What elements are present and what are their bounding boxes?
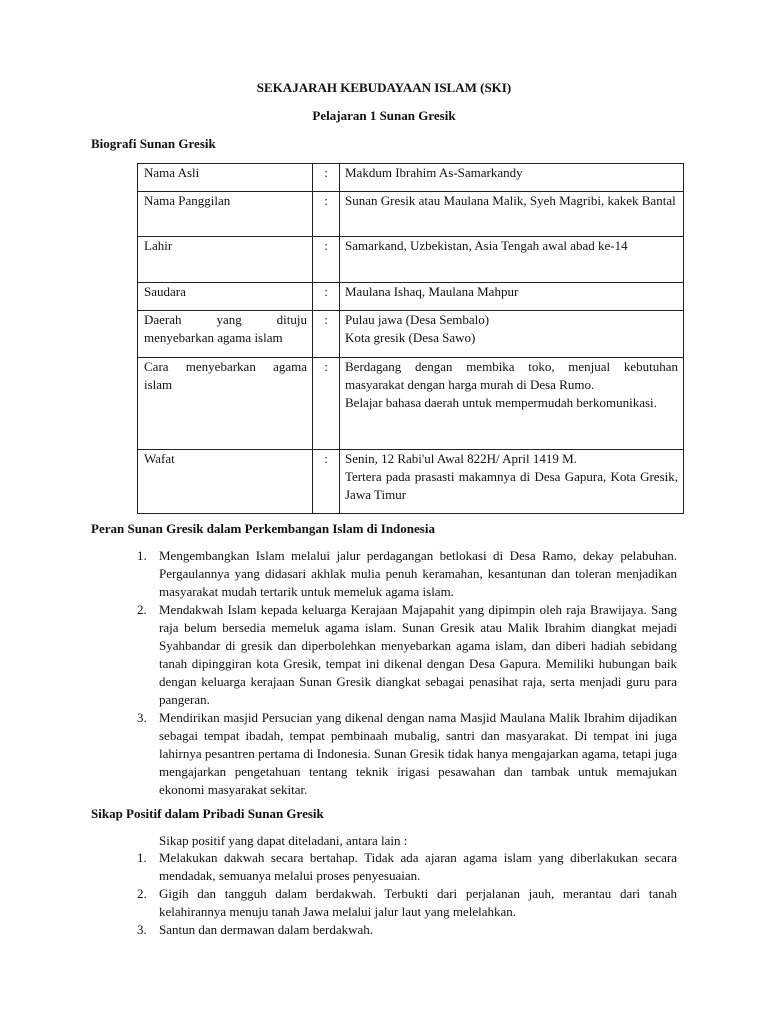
peran-list [137,547,677,799]
table-row-value [340,450,684,514]
table-row-value [340,358,684,450]
table-row [138,450,684,514]
sikap-list-item [137,921,677,939]
table-row-value [340,164,684,192]
table-row-separator: : [313,311,340,358]
table-row-value [340,237,684,283]
table-value-line: Pulau jawa (Desa Sembalo) [345,312,490,327]
table-row-label: Wafat [138,450,313,514]
lesson-subtitle: Pelajaran 1 Sunan Gresik [312,108,456,123]
list-number: 3. [137,922,147,937]
list-number: 2. [137,886,147,901]
list-text: Gigih dan tangguh dalam berdakwah. Terbukti dari perjalanan jauh, merantau dari tanah kelahirannya menuju tanah Jawa melalui jalur laut yang melelahkan. [159,886,677,919]
table-row-value [340,283,684,311]
peran-list-item [137,709,677,799]
list-text: Mengembangkan Islam melalui jalur perdagangan betlokasi di Desa Ramo, dekay pelabuhan. Pergaulannya yang didasari akhlak mulia penuh keramahan, kesantunan dan toleran menjadikan masyarakat mudah tertarik untuk memeluk agama islam. [159,548,677,599]
table-row-label: Lahir [138,237,313,283]
table-row-label: Nama Asli [138,164,313,192]
document-title: SEKAJARAH KEBUDAYAAN ISLAM (SKI) [256,80,512,95]
table-value-line: Maulana Ishaq, Maulana Mahpur [345,284,519,299]
section-heading-sikap: Sikap Positif dalam Pribadi Sunan Gresik [91,806,324,821]
sikap-list [137,849,677,939]
list-number: 1. [137,850,147,865]
table-row-separator: : [313,164,340,192]
table-row-separator: : [313,358,340,450]
table-row [138,311,684,358]
table-value-line: Sunan Gresik atau Maulana Malik, Syeh Magribi, kakek Bantal [345,193,676,208]
section-heading-biografi: Biografi Sunan Gresik [91,136,216,151]
table-row [138,358,684,450]
peran-list-item [137,547,677,601]
table-row [138,283,684,311]
table-value-line: Kota gresik (Desa Sawo) [345,330,476,345]
table-row-label: Saudara [138,283,313,311]
sikap-intro: Sikap positif yang dapat diteladani, antara lain : [159,833,408,848]
biography-table [137,163,684,514]
list-number: 1. [137,548,147,563]
table-value-line: Tertera pada prasasti makamnya di Desa Gapura, Kota Gresik, Jawa Timur [345,469,678,502]
table-row-label: Cara menyebarkan agama islam [138,358,313,450]
sikap-list-item [137,849,677,885]
table-row-separator: : [313,192,340,237]
table-row [138,192,684,237]
section-heading-peran: Peran Sunan Gresik dalam Perkembangan Islam di Indonesia [91,521,435,536]
table-value-line: Belajar bahasa daerah untuk mempermudah berkomunikasi. [345,395,657,410]
table-row-separator: : [313,283,340,311]
list-text: Mendakwah Islam kepada keluarga Kerajaan Majapahit yang dipimpin oleh raja Brawijaya. Sang raja belum bersedia memeluk agama islam. Sunan Gresik atau Malik Ibrahim diangkat mejadi Syahbandar di gresik dan diperbolehkan menyebarkan agama islam, dan diberi hadiah sebidang tanah dipinggiran kota Gresik, tempat ini dikenal dengan Desa Gapura. Memiliki hubungan baik dengan keluarga kerajaan Sunan Gresik diangkat sebagai penasihat raja, serta menjadi guru para pangeran. [159,602,677,707]
peran-list-item [137,601,677,709]
list-number: 3. [137,710,147,725]
table-row-value [340,311,684,358]
sikap-list-item [137,885,677,921]
table-row-label: Nama Panggilan [138,192,313,237]
table-value-line: Senin, 12 Rabi'ul Awal 822H/ April 1419 M. [345,451,577,466]
table-row [138,237,684,283]
table-row [138,164,684,192]
list-text: Mendirikan masjid Persucian yang dikenal dengan nama Masjid Maulana Malik Ibrahim dijadikan sebagai tempat ibadah, tempat pembinaah mubalig, santri dan masyarakat. Di tempat ini juga lahirnya pesantren pertama di Indonesia. Sunan Gresik tidak hanya mengajarkan agama, tetapi juga mengajarkan pengetahuan tentang teknik irigasi pesawahan dan tambak untuk memajukan ekonomi masyarakat sekitar. [159,710,677,797]
table-row-value [340,192,684,237]
table-row-separator: : [313,450,340,514]
list-number: 2. [137,602,147,617]
table-row-label: Daerah yang dituju menyebarkan agama islam [138,311,313,358]
table-value-line: Makdum Ibrahim As-Samarkandy [345,165,523,180]
table-value-line: Samarkand, Uzbekistan, Asia Tengah awal abad ke-14 [345,238,628,253]
list-text: Melakukan dakwah secara bertahap. Tidak ada ajaran agama islam yang diberlakukan secara mendadak, semuanya melalui proses penyesuaian. [159,850,677,883]
list-text: Santun dan dermawan dalam berdakwah. [159,922,374,937]
table-row-separator: : [313,237,340,283]
table-value-line: Berdagang dengan membika toko, menjual kebutuhan masyarakat dengan harga murah di Desa Rumo. [345,359,678,392]
